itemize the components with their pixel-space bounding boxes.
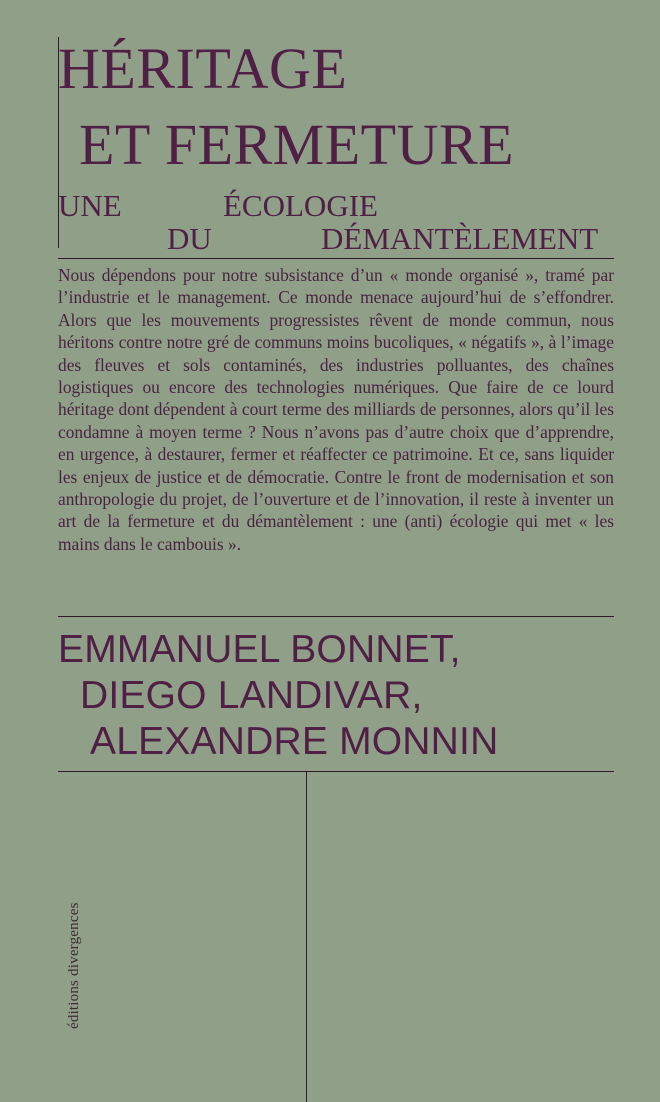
subtitle-word-ecologie: ÉCOLOGIE	[223, 188, 378, 223]
book-title-line-2: ET FERMETURE	[79, 112, 515, 177]
book-description: Nous dépendons pour notre subsistance d’un « monde organisé », tramé par l’industrie et le management. Ce monde menace aujourd’hui de s’effondrer. Alors que les mouvements progressistes rêvent de monde commun, nous héritons contre notre gré de communs moins bucoliques, « négatifs », à l’image des fleuves et sols contaminés, des industries polluantes, des chaînes logistiques ou encore des technologies numériques. Que faire de ce lourd héritage dont dépendent à court terme des milliards de personnes, alors qu’il les condamne à moyen terme ? Nous n’avons pas d’autre choix que d’apprendre, en urgence, à destaurer, fermer et réaffecter ce patrimoine. Et ce, sans liquider les enjeux de justice et de démocratie. Contre le front de modernisation et son anthropologie du projet, de l’ouverture et de l’innovation, il reste à inventer un art de la fermeture et du démantèlement : une (anti) écologie qui met « les mains dans le cambouis ».	[58, 265, 614, 554]
subtitle-word-demantelement: DÉMANTÈLEMENT	[321, 221, 599, 256]
lower-horizontal-rule	[58, 771, 614, 772]
bottom-vertical-rule	[306, 771, 307, 1102]
upper-horizontal-rule	[58, 258, 614, 259]
publisher-label: éditions divergences	[66, 902, 82, 1029]
author-alexandre-monnin: ALEXANDRE MONNIN	[90, 720, 499, 763]
book-title-line-1: HÉRITAGE	[58, 36, 348, 101]
author-diego-landivar: DIEGO LANDIVAR,	[80, 674, 423, 717]
author-emmanuel-bonnet: EMMANUEL BONNET,	[58, 628, 461, 671]
middle-horizontal-rule	[58, 616, 614, 617]
subtitle-word-une: UNE	[58, 188, 122, 223]
subtitle-word-du: DU	[167, 221, 212, 256]
